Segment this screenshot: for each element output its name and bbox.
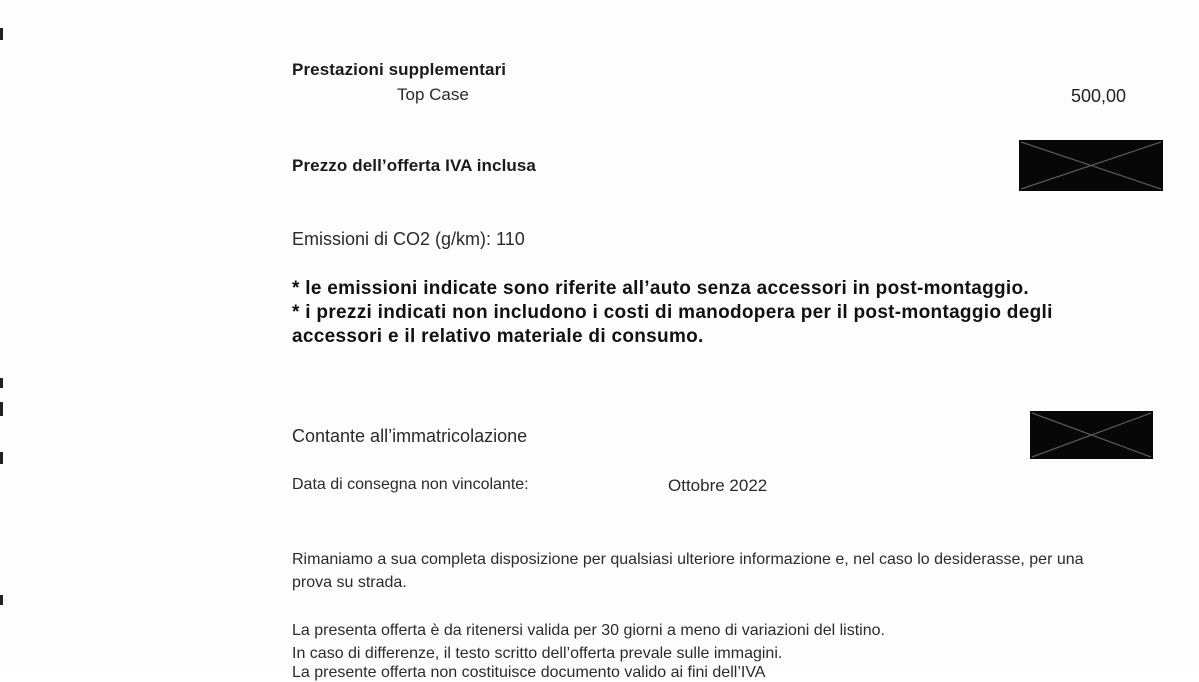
validity-line: In caso di differenze, il testo scritto dell’offerta prevale sulle immagini. [292,645,783,662]
availability-paragraph [292,548,1112,594]
edge-mark [0,595,3,605]
supplementary-item-price: 500,00 [1071,86,1127,106]
notes-block [292,277,1132,349]
delivery-value: Ottobre 2022 [668,476,768,495]
note-prices: * i prezzi indicati non includono i costi di manodopera per il post-montaggio degli accessori e il relativo materiale di consumo. [292,302,1053,347]
redacted-payment-box [1030,411,1153,459]
payment-label: Contante all’immatricolazione [292,426,528,446]
edge-mark [0,402,3,416]
validity-line-cut: La presente offerta non costituisce documento valido ai fini dell’IVA [292,664,766,681]
offer-price-label: Prezzo dell’offerta IVA inclusa [292,156,536,175]
edge-mark [0,28,3,40]
delivery-label: Data di consegna non vincolante: [292,476,529,493]
edge-mark [0,378,3,388]
redaction-cross-icon [1030,411,1153,459]
emissions-text: Emissioni di CO2 (g/km): 110 [292,229,525,249]
availability-text: Rimaniamo a sua completa disposizione per qualsiasi ulteriore informazione e, nel caso lo desiderasse, per una prova su strada. [292,551,1084,591]
edge-mark [0,452,3,464]
redaction-cross-icon [1019,140,1163,191]
note-emissions: * le emissioni indicate sono riferite all’auto senza accessori in post-montaggio. [292,278,1029,299]
supplementary-item-label: Top Case [397,85,469,104]
validity-line: La presenta offerta è da ritenersi valida per 30 giorni a meno di variazioni del listino. [292,622,885,639]
supplementary-title: Prestazioni supplementari [292,60,507,79]
validity-paragraph [292,619,1112,665]
redacted-price-box [1019,140,1163,191]
